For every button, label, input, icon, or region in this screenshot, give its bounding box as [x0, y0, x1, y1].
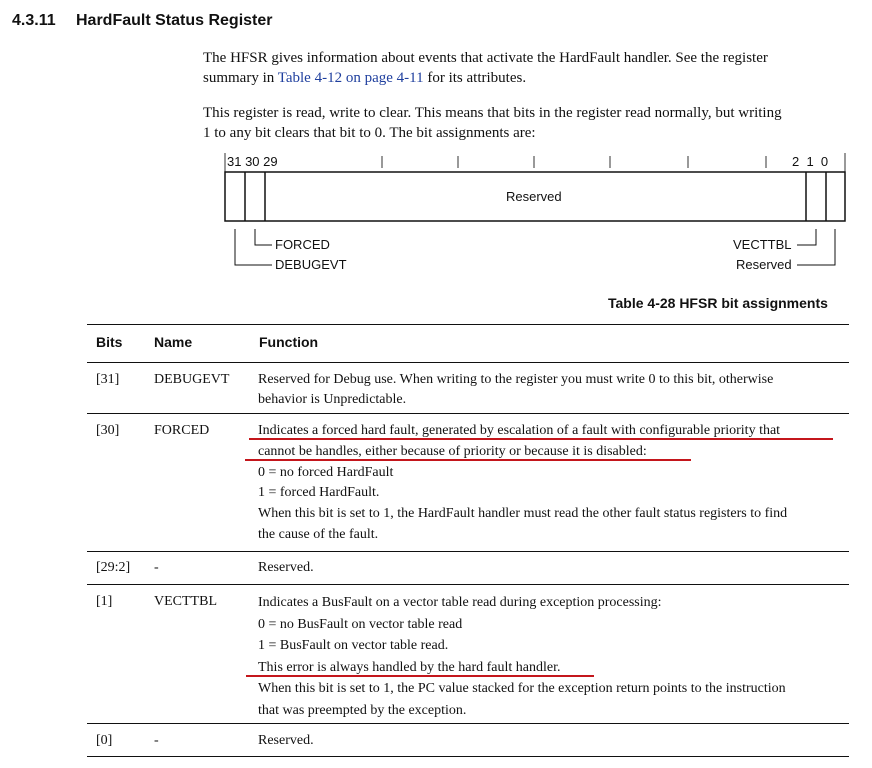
vecttbl-leader: [797, 229, 816, 245]
table-bottom-rule: [87, 756, 849, 757]
row-rule: [87, 413, 849, 414]
bit-numbers-low: 2 1 0: [792, 154, 829, 169]
row-bits: [30]: [96, 423, 120, 438]
intro-p1-summary: summary in: [203, 70, 275, 86]
header-function: Function: [259, 334, 319, 350]
function-line: 1 = BusFault on vector table read.: [258, 638, 449, 653]
function-line: 0 = no BusFault on vector table read: [258, 616, 463, 632]
intro-p1-text: The HFSR gives information about events that activate the HardFault handler. See the register: [203, 50, 768, 66]
bit-numbers-high: 31 30 29: [227, 154, 278, 169]
row-function: [258, 592, 848, 721]
table-top-rule: [87, 324, 849, 325]
function-line: Indicates a forced hard fault, generated by escalation of a fault with configurable priority that: [258, 423, 781, 438]
function-line: This error is always handled by the hard fault handler.: [258, 659, 561, 675]
row-bits: [31]: [96, 372, 120, 387]
debugevt-label: DEBUGEVT: [275, 257, 347, 272]
row-bits: [29:2]: [96, 560, 131, 575]
function-line: 0 = no forced HardFault: [258, 464, 394, 480]
highlight-underline: [245, 459, 691, 461]
row-name: DEBUGEVT: [154, 372, 230, 387]
forced-leader: [255, 229, 272, 245]
function-line: When this bit is set to 1, the PC value stacked for the exception return points to the instruction: [258, 681, 786, 696]
bit-ticks: [225, 153, 845, 172]
intro-p2-line1: This register is read, write to clear. This means that bits in the register read normally, but writing: [203, 105, 782, 121]
row-function: [258, 370, 848, 409]
intro-p1-post: for its attributes.: [427, 70, 527, 86]
row-rule: [87, 551, 849, 552]
row-name: VECTTBL: [154, 594, 217, 609]
section-title: HardFault Status Register: [76, 12, 273, 29]
row-function: [258, 558, 848, 578]
function-line: behavior is Unpredictable.: [258, 391, 407, 407]
highlight-underline: [246, 675, 594, 677]
row-name: -: [154, 733, 159, 748]
function-line: 1 = forced HardFault.: [258, 485, 380, 501]
reserved-low-label: Reserved: [736, 257, 792, 272]
row-name: FORCED: [154, 423, 210, 438]
reserved-field-label: Reserved: [506, 189, 562, 204]
row-function: [258, 731, 848, 751]
row-rule: [87, 584, 849, 585]
row-name: -: [154, 560, 159, 575]
function-line: Reserved for Debug use. When writing to the register you must write 0 to this bit, otherwise: [258, 372, 774, 387]
forced-label: FORCED: [275, 237, 330, 252]
function-line: cannot be handles, either because of priority or because it is disabled:: [258, 443, 647, 459]
row-bits: [1]: [96, 594, 113, 609]
header-name: Name: [154, 334, 193, 350]
intro-p2-line2: 1 to any bit clears that bit to 0. The bit assignments are:: [203, 125, 536, 141]
table-caption: Table 4-28 HFSR bit assignments: [608, 295, 828, 311]
vecttbl-label: VECTTBL: [733, 237, 792, 252]
function-line: Indicates a BusFault on a vector table read during exception processing:: [258, 595, 662, 610]
table-header-rule: [87, 362, 849, 363]
section-number: 4.3.11: [12, 12, 56, 29]
function-line: Reserved.: [258, 560, 314, 575]
row-bits: [0]: [96, 733, 113, 748]
table-4-12-link[interactable]: Table 4-12 on page 4-11: [277, 70, 424, 86]
function-line: When this bit is set to 1, the HardFault handler must read the other fault status registers to find: [258, 506, 788, 522]
row-rule: [87, 723, 849, 724]
highlight-underline: [249, 438, 833, 440]
header-bits: Bits: [96, 334, 123, 350]
function-line: the cause of the fault.: [258, 526, 379, 542]
function-line: that was preempted by the exception.: [258, 702, 467, 718]
function-line: Reserved.: [258, 733, 314, 748]
debugevt-leader: [235, 229, 272, 265]
